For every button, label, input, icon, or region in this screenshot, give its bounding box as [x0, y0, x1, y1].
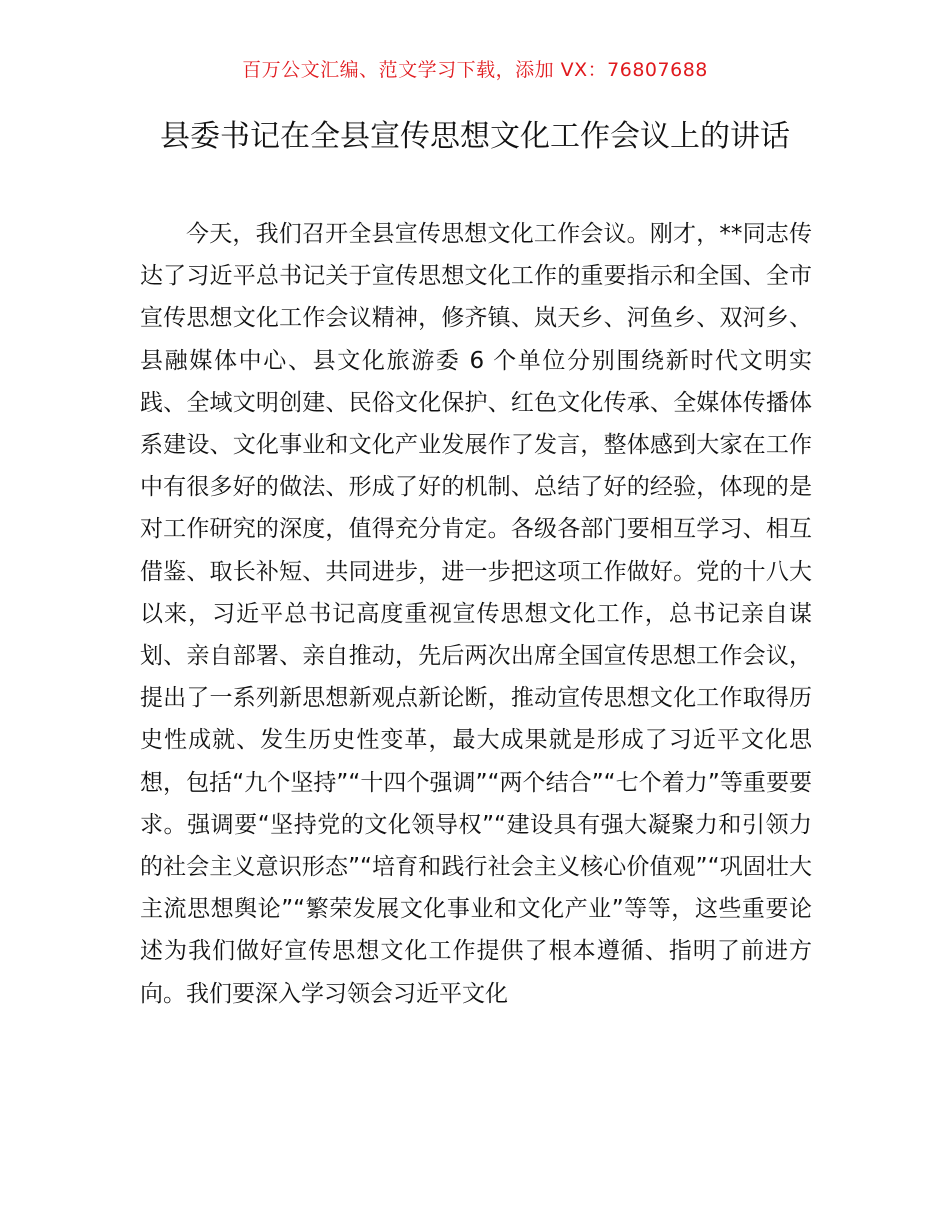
body-paragraph: 今天，我们召开全县宣传思想文化工作会议。刚才，**同志传达了习近平总书记关于宣传思想文化工作的重要指示和全国、全市宣传思想文化工作会议精神，修齐镇、岚天乡、河鱼乡、双河乡、县融媒体中心、县文化旅游委 6 个单位分别围绕新时代文明实践、全域文明创建、民俗文化保护、红色文化传承、全媒体传播体系建设、文化事业和文化产业发展作了发言，整体感到大家在工作中有很多好的做法、形成了好的机制、总结了好的经验，体现的是对工作研究的深度，值得充分肯定。各级各部门要相互学习、相互借鉴、取长补短、共同进步，进一步把这项工作做好。党的十八大以来，习近平总书记高度重视宣传思想文化工作，总书记亲自谋划、亲自部署、亲自推动，先后两次出席全国宣传思想工作会议，提出了一系列新思想新观点新论断，推动宣传思想文化工作取得历史性成就、发生历史性变革，最大成果就是形成了习近平文化思想，包括“九个坚持”“十四个强调”“两个结合”“七个着力”等重要要求。强调要“坚持党的文化领导权”“建设具有强大凝聚力和引领力的社会主义意识形态”“培育和践行社会主义核心价值观”“巩固壮大主流思想舆论”“繁荣发展文化事业和文化产业”等等，这些重要论述为我们做好宣传思想文化工作提供了根本遵循、指明了前进方向。我们要深入学习领会习近平文化	[140, 221, 812, 1007]
document-title: 县委书记在全县宣传思想文化工作会议上的讲话	[160, 119, 790, 154]
header-watermark-note: 百万公文汇编、范文学习下载，添加 VX：76807688	[242, 59, 708, 81]
